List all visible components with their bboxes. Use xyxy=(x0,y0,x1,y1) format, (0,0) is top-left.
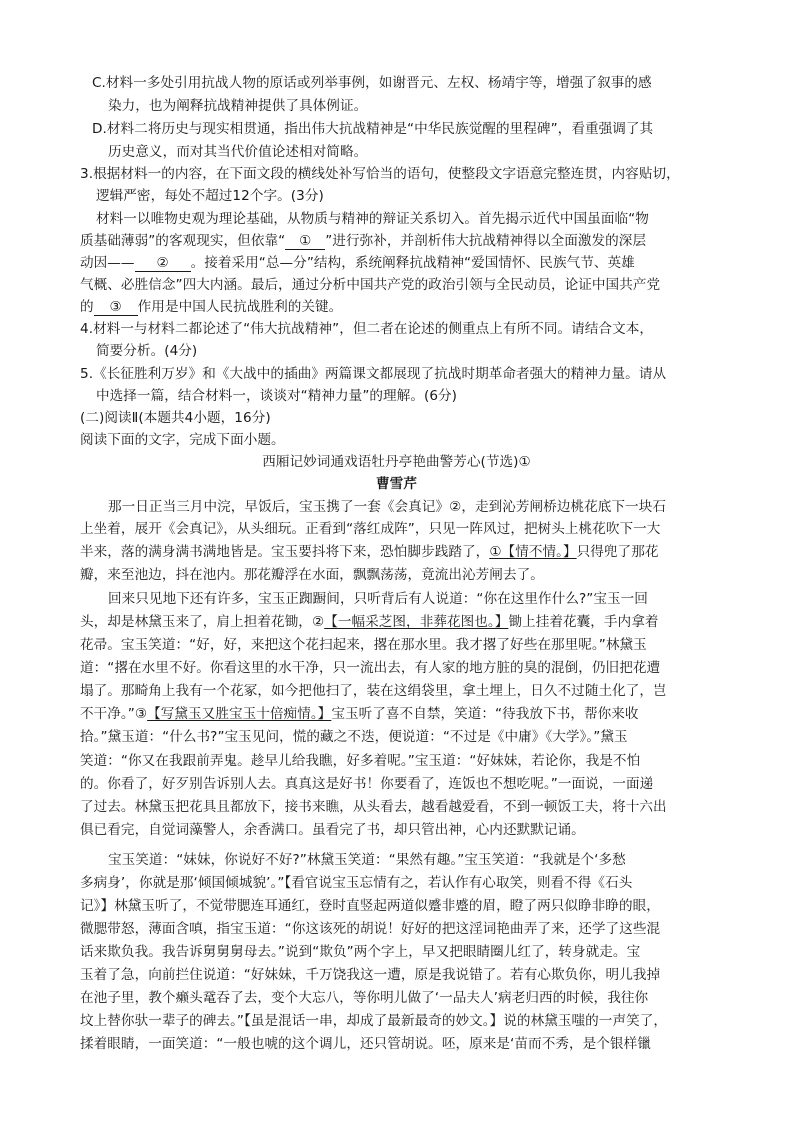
passage-line xyxy=(80,705,639,723)
passage-text: 宝玉听了喜不自禁，笑道：“待我放下书，帮你来收 xyxy=(331,706,639,722)
passage-text: 锄上挂着花囊，手内拿着 xyxy=(508,614,659,630)
passage-line: 那一日正当三月中浣，早饭后，宝玉携了一套《会真记》②，走到沁芳闸桥边桃花底下一块石 xyxy=(108,499,666,515)
passage-line: 多病身’，你就是那‘倾国倾城貌’。”【看官说宝玉忘情有之，若认作有心取笑，则看不得《石头 xyxy=(80,875,633,891)
passage-line: 拾。”黛玉道：“什么书?”宝玉见问，慌的藏之不迭，便说道：“不过是《中庸》《大学》。”黛玉 xyxy=(80,729,628,745)
passage-line: 微腮带怒，薄面含嗔，指宝玉道：“你这该死的胡说！好好的把这淫词艳曲弄了来，还学了这些混 xyxy=(80,921,661,937)
q2-option-d-line2: 历史意义，而对其当代价值论述相对简略。 xyxy=(108,144,368,160)
q3-text: 。接着采用“总—分”结构，系统阐释抗战精神“爱国情怀、民族气节、英雄 xyxy=(190,255,635,271)
passage-line: 笑道：“你又在我跟前弄鬼。趁早儿给我瞧，好多着呢。”宝玉道：“好妹妹，若论你，我是不怕 xyxy=(80,753,641,769)
annotation-3: 【写黛玉又胜宝玉十倍痴情。】 xyxy=(147,706,332,722)
passage-line: 道：“撂在水里不好。你看这里的水干净，只一流出去，有人家的地方脏的臭的混倒，仍旧把花遭 xyxy=(80,660,661,676)
q3-text: 的 xyxy=(80,299,94,315)
q5-line2: 中选择一篇，结合材料一，谈谈对“精神力量”的理解。(6分) xyxy=(96,388,458,404)
passage-line: 宝玉笑道：“妹妹，你说好不好?”林黛玉笑道：“果然有趣。”宝玉笑道：“我就是个‘多愁 xyxy=(108,852,626,868)
section-heading: (二)阅读Ⅱ(本题共4小题，16分) xyxy=(80,410,271,426)
q3-text: 作用是中国人民抗战胜利的关键。 xyxy=(137,299,343,315)
passage-line: 玉着了急，向前拦住说道：“好妹妹，千万饶我这一遭，原是我说错了。若有心欺负你，明儿我掉 xyxy=(80,967,661,983)
q3-para-line2 xyxy=(80,232,646,250)
q3-para-line3 xyxy=(80,254,635,272)
passage-line: 上坐着，展开《会真记》，从头细玩。正看到“落红成阵”，只见一阵风过，把树头上桃花吹下一大 xyxy=(80,521,661,537)
passage-text: 头，却是林黛玉来了，肩上担着花锄，② xyxy=(80,614,325,630)
q3-text: ”进行弥补，并剖析伟大抗战精神得以全面激发的深层 xyxy=(325,233,647,249)
q3-para-line5 xyxy=(80,298,342,316)
passage-line xyxy=(80,543,659,561)
passage-line: 在池子里，教个癞头鼋吞了去，变个大忘八，等你明儿做了‘一品夫人’病老归西的时候，我往你 xyxy=(80,990,649,1006)
q3-stem-line2: 逻辑严密，每处不超过12个字。(3分) xyxy=(96,188,324,204)
q3-text: 动因—— xyxy=(80,255,135,271)
q3-para-line1: 材料一以唯物史观为理论基础，从物质与精神的辩证关系切入。首先揭示近代中国虽面临“物 xyxy=(96,211,649,227)
passage-line: 话来欺负我。我告诉舅舅舅母去。”说到“欺负”两个字上，早又把眼睛圈儿红了，转身就走。宝 xyxy=(80,944,641,960)
blank-2[interactable]: ② xyxy=(135,256,191,272)
passage-text: 不干净。”③ xyxy=(80,706,148,722)
passage-line: 俱已看完，自觉词藻警人，余香满口。虽看完了书，却只管出神，心内还默默记诵。 xyxy=(80,822,585,838)
q3-text: 质基础薄弱”的客观现实，但依靠“ xyxy=(80,233,286,249)
q2-option-c-line2: 染力，也为阐释抗战精神提供了具体例证。 xyxy=(108,98,368,114)
passage-line: 了过去。林黛玉把花具且都放下，接书来瞧，从头看去，越看越爱看，不到一顿饭工夫，将十六出 xyxy=(80,799,667,815)
q5-line1: 5.《长征胜利万岁》和《大战中的插曲》两篇课文都展现了抗战时期革命者强大的精神力量。请从 xyxy=(80,366,667,382)
passage-line: 记》】林黛玉听了，不觉带腮连耳通红，登时直竖起两道似蹙非蹙的眉，瞪了两只似睁非睁的眼， xyxy=(80,898,660,914)
q4-line1: 4.材料一与材料二都论述了“伟大抗战精神”，但二者在论述的侧重点上有所不同。请结合文本， xyxy=(80,321,654,337)
q4-line2: 简要分析。(4分) xyxy=(96,343,198,359)
q2-option-d-line1: D.材料二将历史与现实相贯通，指出伟大抗战精神是“中华民族觉醒的里程碑”，看重强调了其 xyxy=(92,121,654,137)
passage-line: 回来只见地下还有许多，宝玉正踟蹰间，只听背后有人说道：“你在这里作什么?”宝玉一回 xyxy=(108,591,648,607)
passage-line: 瓣，来至池边，抖在池内。那花瓣浮在水面，飘飘荡荡，竟流出沁芳闸去了。 xyxy=(80,567,544,583)
passage-line: 花帚。宝玉笑道：“好，好，来把这个花扫起来，撂在那水里。我才撂了好些在那里呢。”林黛玉 xyxy=(80,637,647,653)
q3-stem-line1: 3.根据材料一的内容，在下面文段的横线处补写恰当的语句，使整段文字语意完整连贯，内容贴切， xyxy=(80,166,680,182)
q2-option-c-line1: C.材料一多处引用抗战人物的原话或列举事例，如谢晋元、左权、杨靖宇等，增强了叙事的感 xyxy=(92,75,652,91)
passage-line: 坟上替你驮一辈子的碑去。”【虽是混话一串，却成了最新最奇的妙文。】说的林黛玉嗤的一声笑了， xyxy=(80,1013,668,1029)
blank-3[interactable]: ③ xyxy=(94,300,138,316)
annotation-1: ①【情不情。】 xyxy=(489,544,577,560)
passage-line: 的。你看了，好歹别告诉别人去。真真这是好书！你要看了，连饭也不想吃呢。”一面说，一面递 xyxy=(80,776,654,792)
annotation-2: 【一幅采芝图，非葬花图也。】 xyxy=(324,614,509,630)
passage-text: 只得兜了那花 xyxy=(576,544,659,560)
passage-line: 揉着眼睛，一面笑道：“一般也唬的这个调儿，还只管胡说。呸，原来是‘苗而不秀，是个银样镴 xyxy=(80,1036,651,1052)
section-instruction: 阅读下面的文字，完成下面小题。 xyxy=(80,432,285,448)
q3-para-line4: 气概、必胜信念”四大内涵。最后，通过分析中国共产党的政治引领与全民动员，论证中国共产党 xyxy=(80,277,661,293)
passage-line: 塌了。那畸角上我有一个花冢，如今把他扫了，装在这绢袋里，拿土埋上，日久不过随土化了，岂 xyxy=(80,683,667,699)
blank-1[interactable]: ① xyxy=(285,234,325,250)
passage-text: 半来，落的满身满书满地皆是。宝玉要抖将下来，恐怕脚步践踏了， xyxy=(80,544,490,560)
passage-author: 曹雪芹 xyxy=(376,476,417,492)
passage-line xyxy=(80,613,659,631)
passage-title: 西厢记妙词通戏语牡丹亭艳曲警芳心(节选)① xyxy=(262,454,531,470)
